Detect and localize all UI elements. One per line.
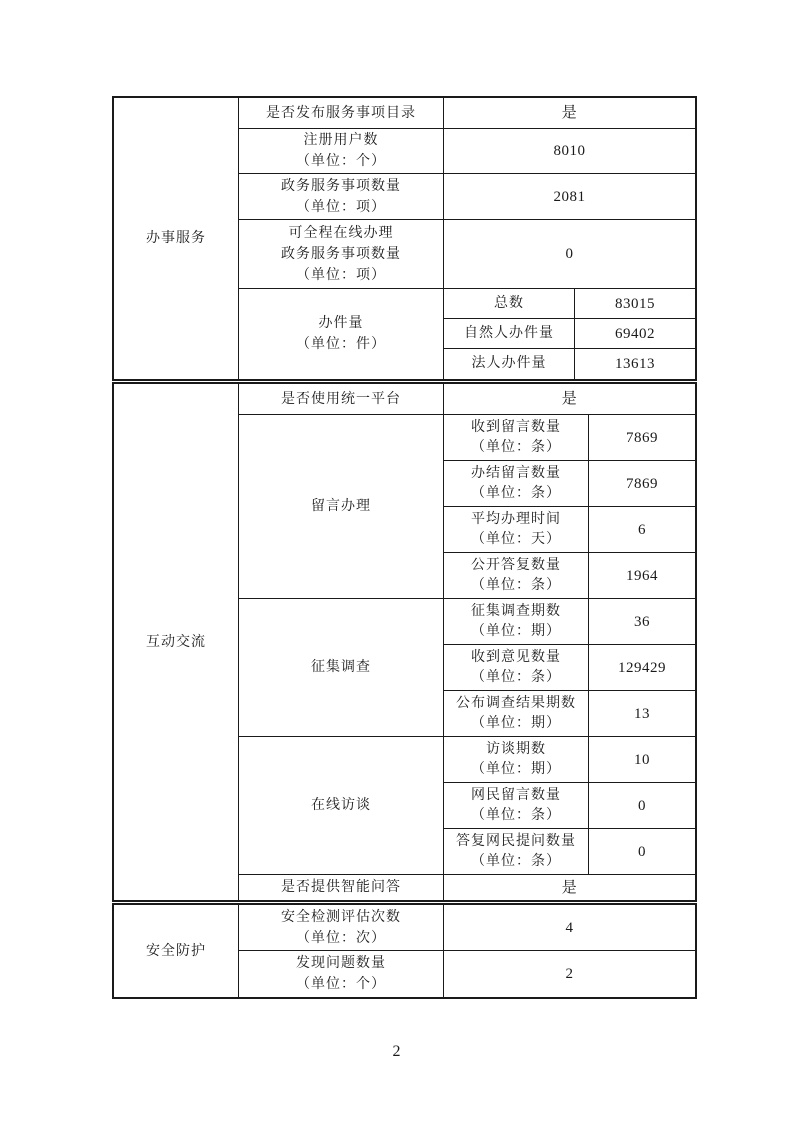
group-label: 征集调查 <box>311 660 371 675</box>
category-label: 互动交流 <box>146 634 206 650</box>
sub-row-value: 7869 <box>626 475 658 492</box>
group-label-cell <box>239 289 444 379</box>
row-unit: （单位：次） <box>296 930 386 946</box>
row-value-cell <box>444 384 695 415</box>
row-value-cell <box>444 98 695 129</box>
sub-row-value: 36 <box>634 613 650 630</box>
row-label-cell <box>239 174 444 220</box>
row-value: 2 <box>565 966 574 982</box>
sub-row-value-cell <box>589 507 695 553</box>
row-label: 安全检测评估次数 <box>281 909 401 925</box>
sub-row-label-cell <box>444 783 589 829</box>
sub-row-value: 7869 <box>626 429 658 446</box>
sub-row-value-cell <box>589 645 695 691</box>
sub-row-label: 收到意见数量 <box>471 649 561 665</box>
sub-row-label: 公布调查结果期数 <box>456 695 576 711</box>
row-value-cell <box>444 129 695 174</box>
row-value: 4 <box>565 919 574 936</box>
sub-row-label: 网民留言数量 <box>471 787 561 803</box>
sub-row-value-cell <box>575 319 695 349</box>
sub-row-unit: （单位：条） <box>471 439 561 455</box>
row-unit: （单位：项） <box>296 199 386 215</box>
row-value: 是 <box>561 105 578 121</box>
sub-row-label-cell <box>444 319 575 349</box>
sub-row-label: 答复网民提问数量 <box>456 833 576 849</box>
row-value-cell <box>444 174 695 220</box>
row-value-cell <box>444 220 695 289</box>
sub-row-value-cell <box>589 599 695 645</box>
sub-row-label-cell <box>444 349 575 379</box>
sub-row-label-cell <box>444 599 589 645</box>
sub-row-label-cell <box>444 691 589 737</box>
sub-row-value-cell <box>589 691 695 737</box>
sub-row-value-cell <box>589 829 695 875</box>
group-unit: （单位：件） <box>296 337 386 352</box>
sub-row-label: 总数 <box>494 295 524 311</box>
category-cell <box>114 905 239 997</box>
row-label: 政务服务事项数量 <box>281 246 401 262</box>
sub-row-value-cell <box>575 289 695 319</box>
sub-row-value: 6 <box>638 521 646 538</box>
sub-row-unit: （单位：天） <box>471 531 561 547</box>
page-number: 2 <box>392 1043 401 1060</box>
row-label: 政务服务事项数量 <box>281 178 401 194</box>
row-value: 8010 <box>553 143 586 159</box>
sub-row-value: 13613 <box>615 356 655 372</box>
sub-row-label: 收到留言数量 <box>471 419 561 435</box>
sub-row-unit: （单位：期） <box>471 715 561 731</box>
row-label-cell <box>239 98 444 129</box>
row-label: 发现问题数量 <box>296 956 386 971</box>
sub-row-unit: （单位：条） <box>471 807 561 823</box>
sub-row-value: 69402 <box>615 325 655 342</box>
row-label-cell <box>239 384 444 415</box>
row-label-cell <box>239 875 444 900</box>
row-value-cell <box>444 875 695 900</box>
group-label-cell <box>239 415 444 599</box>
table-section-security <box>112 903 697 999</box>
sub-row-value: 83015 <box>615 295 655 312</box>
sub-row-label: 平均办理时间 <box>471 511 561 527</box>
row-value: 是 <box>561 391 578 407</box>
sub-row-unit: （单位：条） <box>471 577 561 593</box>
row-label-cell <box>239 220 444 289</box>
sub-row-unit: （单位：条） <box>471 669 561 685</box>
sub-row-unit: （单位：期） <box>471 623 561 639</box>
row-value: 0 <box>565 246 574 262</box>
sub-row-label: 征集调查期数 <box>471 603 561 619</box>
category-label: 安全防护 <box>146 943 206 959</box>
sub-row-value: 0 <box>638 843 646 860</box>
group-label: 办件量 <box>318 316 364 331</box>
sub-row-label-cell <box>444 645 589 691</box>
sub-row-label: 办结留言数量 <box>471 465 561 481</box>
table-section-service <box>112 96 697 381</box>
sub-row-label-cell <box>444 415 589 461</box>
row-label-cell <box>239 905 444 951</box>
sub-row-label: 公开答复数量 <box>471 557 561 573</box>
sub-row-unit: （单位：条） <box>471 485 561 501</box>
group-label-cell <box>239 737 444 875</box>
category-cell <box>114 384 239 900</box>
row-value: 2081 <box>553 188 586 205</box>
row-label-cell <box>239 129 444 174</box>
sub-row-value: 1964 <box>626 567 658 584</box>
sub-row-value: 10 <box>634 751 650 768</box>
sub-row-label: 自然人办件量 <box>464 325 554 341</box>
row-label-cell <box>239 951 444 997</box>
group-label: 在线访谈 <box>311 798 371 813</box>
sub-row-label-cell <box>444 737 589 783</box>
sub-row-label-cell <box>444 507 589 553</box>
sub-row-label-cell <box>444 829 589 875</box>
sub-row-label: 法人办件量 <box>471 356 547 371</box>
row-value-cell <box>444 905 695 951</box>
sub-row-label-cell <box>444 461 589 507</box>
sub-row-value-cell <box>589 783 695 829</box>
category-label: 办事服务 <box>146 231 206 246</box>
sub-row-value-cell <box>589 553 695 599</box>
sub-row-value: 0 <box>638 797 646 814</box>
row-label: 是否发布服务事项目录 <box>266 105 416 121</box>
sub-row-unit: （单位：期） <box>471 761 561 777</box>
row-value: 是 <box>561 879 578 896</box>
sub-row-value-cell <box>589 415 695 461</box>
table-section-interaction <box>112 382 697 902</box>
row-value-cell <box>444 951 695 997</box>
row-label: 注册用户数 <box>303 133 379 148</box>
row-label: 可全程在线办理 <box>288 225 394 241</box>
sub-row-value-cell <box>575 349 695 379</box>
group-label: 留言办理 <box>311 499 371 514</box>
row-unit: （单位：个） <box>296 977 386 992</box>
category-cell <box>114 98 239 379</box>
row-label: 是否使用统一平台 <box>281 391 401 407</box>
sub-row-label-cell <box>444 289 575 319</box>
sub-row-value: 129429 <box>618 659 666 676</box>
sub-row-unit: （单位：条） <box>471 853 561 869</box>
row-unit: （单位：个） <box>296 154 386 169</box>
sub-row-label-cell <box>444 553 589 599</box>
sub-row-value: 13 <box>634 705 650 722</box>
row-label: 是否提供智能问答 <box>281 880 401 895</box>
group-label-cell <box>239 599 444 737</box>
sub-row-value-cell <box>589 737 695 783</box>
row-unit: （单位：项） <box>296 267 386 283</box>
sub-row-value-cell <box>589 461 695 507</box>
sub-row-label: 访谈期数 <box>486 741 546 757</box>
